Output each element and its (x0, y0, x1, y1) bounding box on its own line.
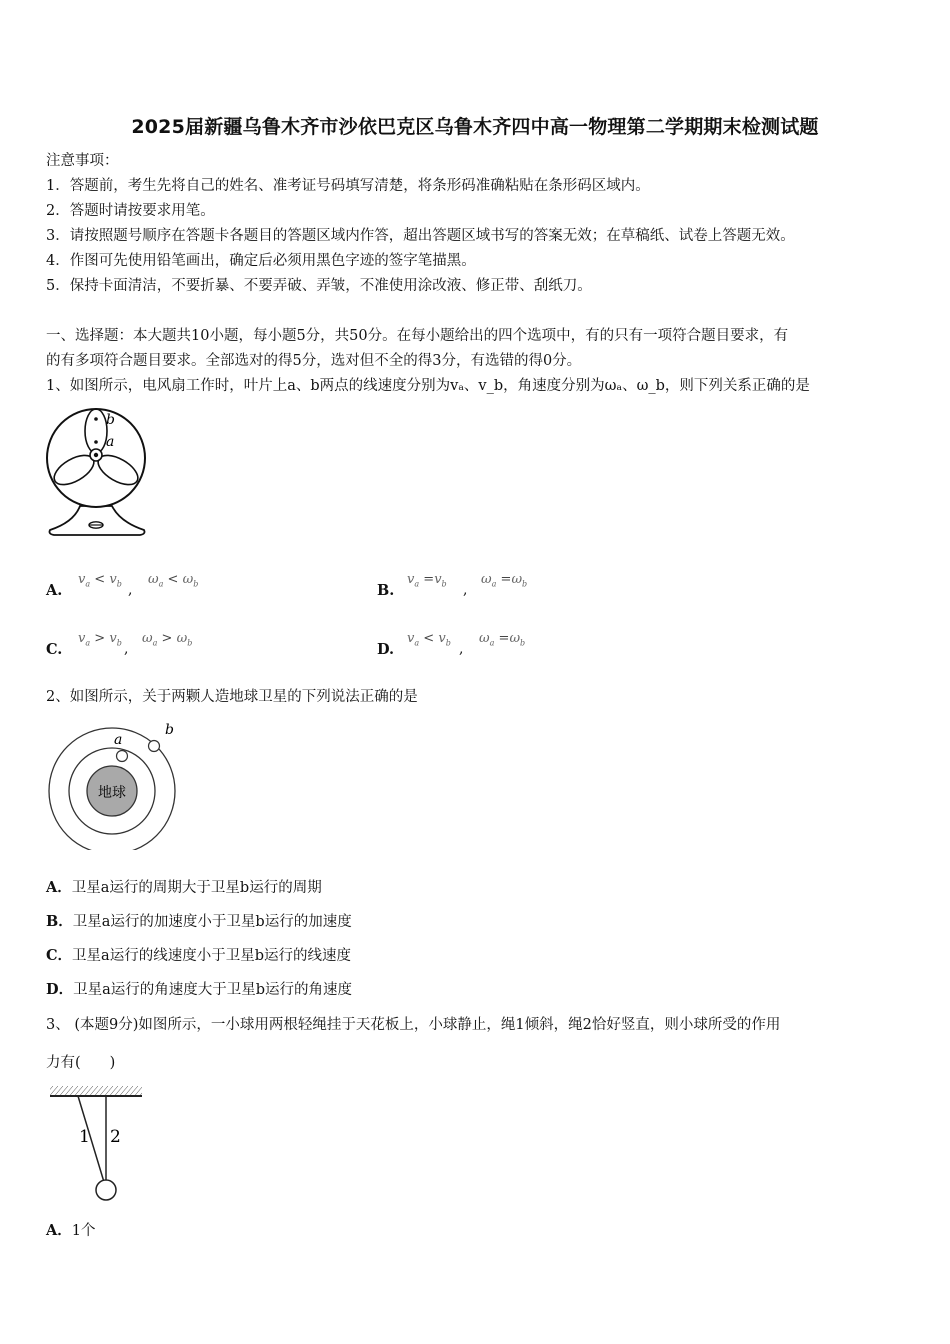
q1-option-a-velocity: $v_a < v_b$ (78, 572, 122, 589)
notice-item-5: 5．保持卡面清洁，不要折暴、不要弄破、弄皱，不准使用涂改液、修正带、刮纸刀。 (46, 278, 592, 294)
q2-option-d[interactable]: D．卫星a运行的角速度大于卫星b运行的角速度 (46, 981, 353, 998)
q1-option-c-omega: $\omega_a > \omega_b$ (142, 631, 193, 648)
q2-option-b[interactable]: B．卫星a运行的加速度小于卫星b运行的加速度 (46, 913, 352, 930)
q1-stem: 1、如图所示，电风扇工作时，叶片上a、b两点的线速度分别为vₐ、v_b，角速度分别为ωₐ、ω_b，则下列关系正确的是 (46, 378, 810, 394)
q3-option-a[interactable]: A．1个 (46, 1222, 96, 1239)
ceiling (50, 1086, 142, 1096)
notice-item-4: 4．作图可先使用铅笔画出，确定后必须用黑色字迹的签字笔描黑。 (46, 253, 476, 269)
satellite-label-a: a (114, 732, 123, 748)
satellite-label-b: b (165, 722, 174, 738)
q1-option-b-omega: $\omega_a =\omega_b$ (481, 572, 528, 589)
q2-stem: 2、如图所示，关于两颗人造地球卫星的下列说法正确的是 (46, 689, 418, 705)
q1-option-c-label: C. (46, 641, 63, 658)
earth-label: 地球 (98, 785, 126, 801)
page-title: 2025届新疆乌鲁木齐市沙依巴克区乌鲁木齐四中高一物理第二学期期末检测试题 (131, 116, 819, 138)
q2-option-a[interactable]: A．卫星a运行的周期大于卫星b运行的周期 (46, 879, 322, 896)
fan-label-a: a (106, 434, 115, 450)
q1-option-a-label: A. (46, 582, 63, 599)
rope-label-1: 1 (79, 1127, 90, 1147)
q3-stem-line1: 3、 (本题9分)如图所示，一小球用两根轻绳挂于天花板上，小球静止，绳1倾斜，绳2恰好竖直，则小球所受的作用 (46, 1017, 781, 1033)
q1-option-b-velocity: $v_a =v_b$ (407, 572, 447, 589)
notice-item-1: 1．答题前，考生先将自己的姓名、准考证号码填写清楚，将条形码准确粘贴在条形码区域内。 (46, 178, 650, 194)
fan-figure (40, 402, 155, 542)
q1-option-d-label: D. (377, 641, 395, 658)
q1-option-d-velocity: $v_a < v_b$ (407, 631, 451, 648)
satellite-figure (46, 718, 186, 850)
hanging-ball-figure (46, 1082, 146, 1202)
rope-label-2: 2 (110, 1127, 121, 1147)
notice-item-2: 2．答题时请按要求用笔。 (46, 203, 215, 219)
q1-option-c-velocity: $v_a > v_b$ (78, 631, 122, 648)
fan-label-b: b (106, 412, 115, 428)
q2-option-c[interactable]: C．卫星a运行的线速度小于卫星b运行的线速度 (46, 947, 351, 964)
notice-heading: 注意事项： (46, 153, 119, 169)
section-instructions-line1: 一、选择题：本大题共10小题，每小题5分，共50分。在每小题给出的四个选项中，有的只有一项符合题目要求，有 (46, 328, 789, 344)
notice-item-3: 3．请按照题号顺序在答题卡各题目的答题区域内作答，超出答题区域书写的答案无效；在草稿纸、试卷上答题无效。 (46, 228, 795, 244)
section-instructions-line2: 的有多项符合题目要求。全部选对的得5分，选对但不全的得3分，有选错的得0分。 (46, 353, 582, 369)
q1-option-a-omega: $\omega_a < \omega_b$ (148, 572, 199, 589)
q3-stem-line2: 力有( ) (46, 1055, 116, 1071)
q1-option-d-omega: $\omega_a =\omega_b$ (479, 631, 526, 648)
q1-option-b-label: B. (377, 582, 395, 599)
